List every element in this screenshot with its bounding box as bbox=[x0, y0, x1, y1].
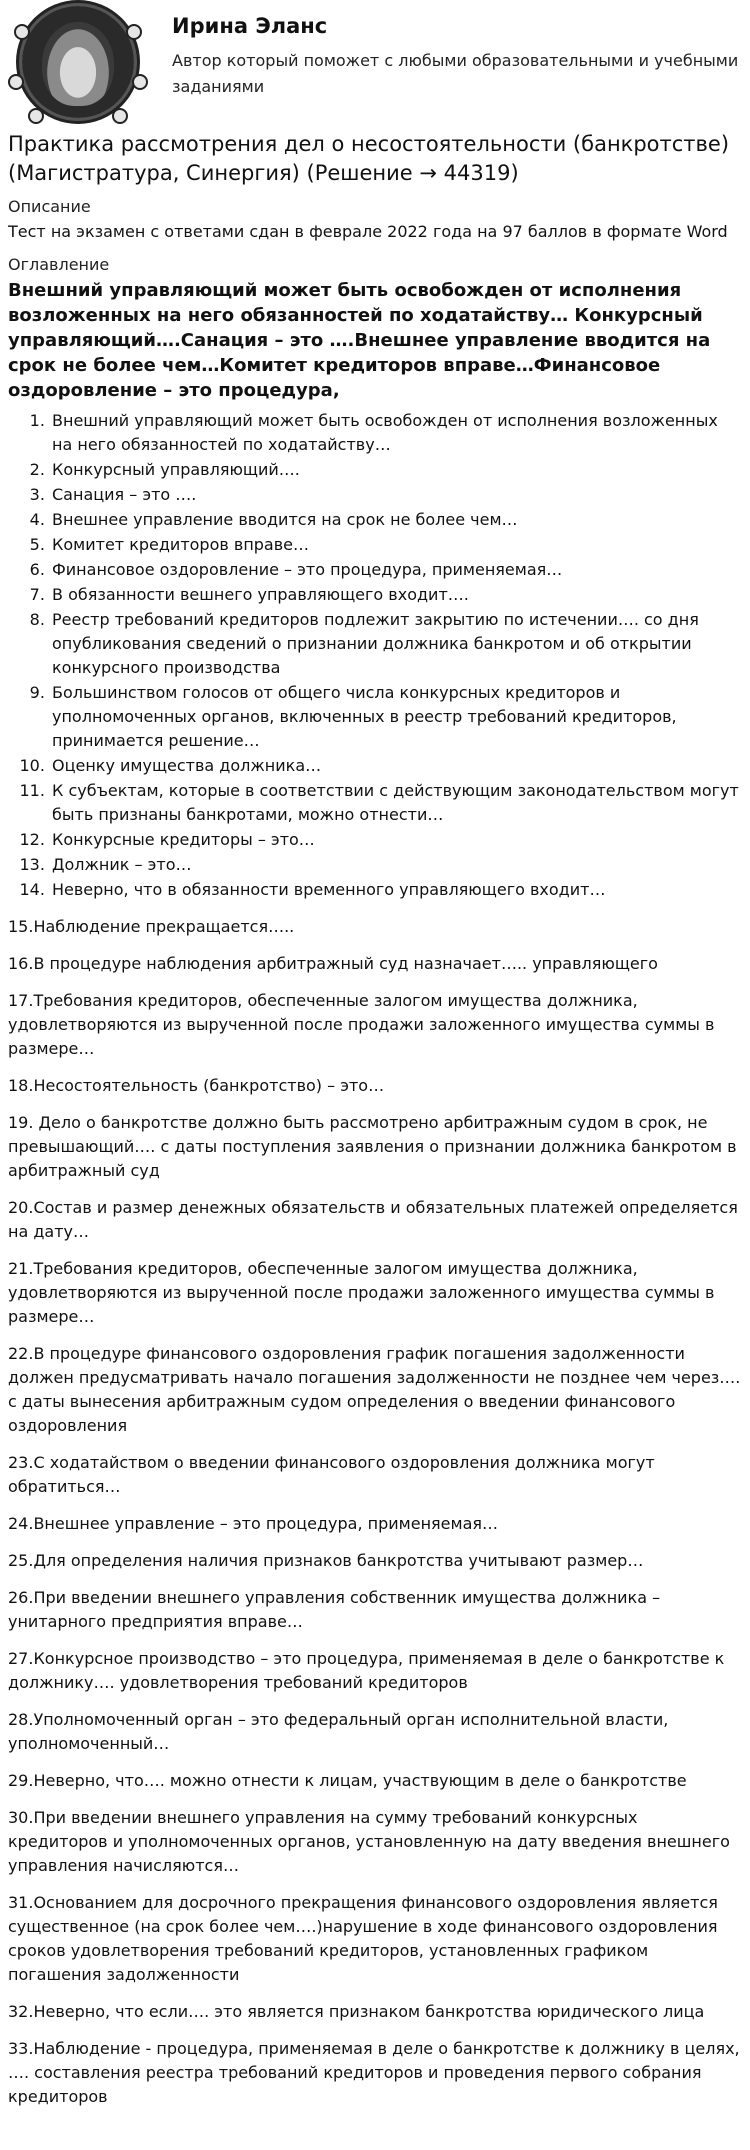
author-card bbox=[8, 0, 742, 130]
questions-paragraphs bbox=[8, 915, 742, 2109]
list-item: 3. Санация – это …. bbox=[50, 483, 742, 507]
question-paragraph: 31.Основанием для досрочного прекращения финансового оздоровления является существенное (на срок более чем….)нарушение в ходе финансового оздоровления сроков удовлетворения требований кредиторов, установленных графиком погашения задолженности bbox=[8, 1893, 718, 1984]
avatar-photo bbox=[42, 22, 114, 106]
description-text: Тест на экзамен с ответами сдан в феврале 2022 года на 97 баллов в формате Word bbox=[8, 222, 728, 241]
list-item: 13. Должник – это… bbox=[50, 853, 742, 877]
contents-label: Оглавление bbox=[8, 255, 110, 274]
list-item: 14. Неверно, что в обязанности временного управляющего входит… bbox=[50, 878, 742, 902]
list-item: 5. Комитет кредиторов вправе… bbox=[50, 533, 742, 557]
question-paragraph: 23.С ходатайством о введении финансового оздоровления должника могут обратиться… bbox=[8, 1453, 655, 1496]
question-paragraph: 21.Требования кредиторов, обеспеченные залогом имущества должника, удовлетворяются из вырученной после продажи заложенного имущества суммы в размере… bbox=[8, 1259, 715, 1326]
question-paragraph: 26.При введении внешнего управления собственник имущества должника – унитарного предприятия вправе… bbox=[8, 1588, 661, 1631]
avatar-frame-ornament bbox=[112, 108, 128, 124]
question-paragraph: 19. Дело о банкротстве должно быть рассмотрено арбитражным судом в срок, не превышающий…. с даты поступления заявления о признании должника банкротом в арбитражный суд bbox=[8, 1113, 737, 1180]
question-paragraph: 18.Несостоятельность (банкротство) – это… bbox=[8, 1076, 385, 1095]
avatar[interactable] bbox=[8, 4, 148, 124]
avatar-frame-ornament bbox=[132, 74, 148, 90]
description-label: Описание bbox=[8, 197, 91, 216]
question-paragraph: 29.Неверно, что…. можно отнести к лицам, участвующим в деле о банкротстве bbox=[8, 1771, 687, 1790]
list-item: 10. Оценку имущества должника… bbox=[50, 754, 742, 778]
questions-list bbox=[8, 409, 742, 902]
list-item: 2. Конкурсный управляющий…. bbox=[50, 458, 742, 482]
list-item: 6. Финансовое оздоровление – это процедура, применяемая… bbox=[50, 558, 742, 582]
question-paragraph: 28.Уполномоченный орган – это федеральный орган исполнительной власти, уполномоченный… bbox=[8, 1710, 669, 1753]
question-paragraph: 32.Неверно, что если…. это является признаком банкротства юридического лица bbox=[8, 2002, 705, 2021]
avatar-frame-ornament bbox=[8, 74, 24, 90]
author-description: Автор который поможет с любыми образовательными и учебными заданиями bbox=[172, 51, 739, 96]
question-paragraph: 27.Конкурсное производство – это процедура, применяемая в деле о банкротстве к должнику…. удовлетворения требований кредиторов bbox=[8, 1649, 725, 1692]
question-paragraph: 17.Требования кредиторов, обеспеченные залогом имущества должника, удовлетворяются из вырученной после продажи заложенного имущества суммы в размере… bbox=[8, 991, 715, 1058]
list-item: 4. Внешнее управление вводится на срок не более чем… bbox=[50, 508, 742, 532]
question-paragraph: 30.При введении внешнего управления на сумму требований конкурсных кредиторов и уполномоченных органов, установленную на дату введения внешнего управления начисляются… bbox=[8, 1808, 730, 1875]
question-paragraph: 25.Для определения наличия признаков банкротства учитывают размер… bbox=[8, 1551, 644, 1570]
list-item: 11. К субъектам, которые в соответствии с действующим законодательством могут быть признаны банкротами, можно отнести… bbox=[50, 779, 742, 827]
list-item: 7. В обязанности вешнего управляющего входит…. bbox=[50, 583, 742, 607]
question-paragraph: 15.Наблюдение прекращается….. bbox=[8, 917, 295, 936]
avatar-frame-ornament bbox=[28, 108, 44, 124]
question-paragraph: 24.Внешнее управление – это процедура, применяемая… bbox=[8, 1514, 499, 1533]
question-paragraph: 20.Состав и размер денежных обязательств и обязательных платежей определяется на дату… bbox=[8, 1198, 738, 1241]
list-item: 8. Реестр требований кредиторов подлежит закрытию по истечении…. со дня опубликования сведений о признании должника банкротом и об открытии конкурсного производства bbox=[50, 608, 742, 680]
question-paragraph: 33.Наблюдение - процедура, применяемая в деле о банкротстве к должнику в целях, …. составления реестра требований кредиторов и проведения первого собрания кредиторов bbox=[8, 2039, 740, 2106]
work-title: Практика рассмотрения дел о несостоятельности (банкротстве) (Магистратура, Синергия) (Решение → 44319) bbox=[8, 132, 730, 185]
avatar-frame-ornament bbox=[14, 24, 30, 40]
author-name[interactable]: Ирина Эланс bbox=[172, 14, 328, 38]
list-item: 1. Внешний управляющий может быть освобожден от исполнения возложенных на него обязанностей по ходатайству… bbox=[50, 409, 742, 457]
contents-heading: Внешний управляющий может быть освобожден от исполнения возложенных на него обязанностей по ходатайству… Конкурсный управляющий….Санация – это ….Внешнее управление вводится на срок не более чем…Комитет кредиторов вправе…Финансовое оздоровление – это процедура, bbox=[8, 280, 711, 401]
list-item: 12. Конкурсные кредиторы – это… bbox=[50, 828, 742, 852]
author-info bbox=[148, 4, 742, 100]
question-paragraph: 16.В процедуре наблюдения арбитражный суд назначает….. управляющего bbox=[8, 954, 658, 973]
avatar-frame-ornament bbox=[126, 24, 142, 40]
list-item: 9. Большинством голосов от общего числа конкурсных кредиторов и уполномоченных органов, включенных в реестр требований кредиторов, принимается решение… bbox=[50, 681, 742, 753]
question-paragraph: 22.В процедуре финансового оздоровления график погашения задолженности должен предусматривать начало погашения задолженности не позднее чем через…. с даты вынесения арбитражным судом определения о введении финансового оздоровления bbox=[8, 1344, 741, 1435]
